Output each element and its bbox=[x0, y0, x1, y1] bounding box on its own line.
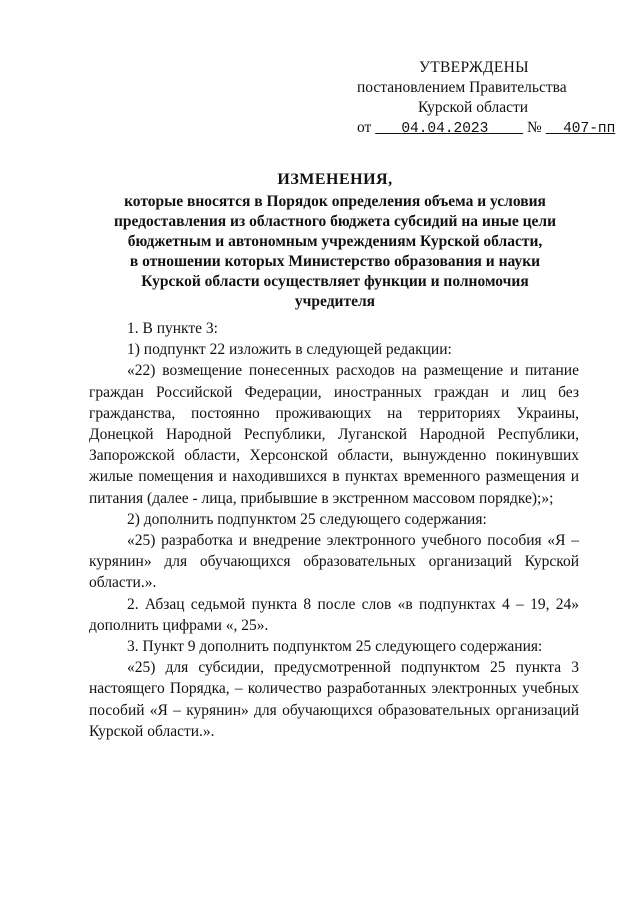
paragraph: 3. Пункт 9 дополнить подпунктом 25 следующего содержания: bbox=[127, 638, 543, 656]
approval-block bbox=[355, 58, 616, 139]
approval-region-line: Курской области bbox=[418, 99, 529, 116]
approval-decree-line: постановлением Правительства bbox=[357, 79, 567, 96]
paragraph: «25) для субсидии, предусмотренной подпунктом 25 пункта 3 настоящего Порядка, – количество разработанных электронных учебных пособий «Я – курянин» для обучающихся образовательных организаций Курской области.». bbox=[89, 659, 579, 740]
heading-line: которые вносятся в Порядок определения объема и условия bbox=[124, 193, 546, 210]
heading-line: учредителя bbox=[294, 293, 376, 310]
paragraph: «22) возмещение понесенных расходов на размещение и питание граждан Российской Федерации, иностранных граждан и лиц без гражданства, постоянно проживающих на территориях Украины, Донецкой Народной Республики, Луганской Народной Республики, Запорожской области, Херсонской области, вынужденно покинувших жилые помещения и находившихся в пунктах временного размещения и питания (далее - лица, прибывшие в экстренном массовом порядке);»; bbox=[89, 362, 579, 507]
number-label: № bbox=[527, 119, 542, 136]
paragraph: 2. Абзац седьмой пункта 8 после слов «в подпунктах 4 – 19, 24» дополнить цифрами «, 25». bbox=[89, 595, 579, 634]
heading-line: в отношении которых Министерство образования и науки bbox=[129, 253, 541, 270]
paragraph: 2) дополнить подпунктом 25 следующего содержания: bbox=[127, 510, 487, 528]
paragraph: 1) подпункт 22 изложить в следующей редакции: bbox=[127, 341, 452, 359]
approval-title: УТВЕРЖДЕНЫ bbox=[419, 59, 529, 76]
heading-line: предоставления из областного бюджета субсидий на иные цели bbox=[113, 213, 557, 230]
paragraph: «25) разработка и внедрение электронного учебного пособия «Я – курянин» для обучающихся образовательных организаций Курской области.». bbox=[89, 532, 579, 592]
paragraph: 1. В пункте 3: bbox=[127, 320, 218, 337]
heading-line: бюджетным и автономным учреждениям Курской области, bbox=[127, 233, 543, 250]
from-label: от bbox=[357, 119, 372, 136]
document-heading bbox=[90, 170, 580, 312]
heading-title: ИЗМЕНЕНИЯ, bbox=[277, 171, 393, 188]
heading-line: Курской области осуществляет функции и полномочия bbox=[141, 273, 529, 290]
decree-number: 407-пп bbox=[563, 121, 616, 137]
document-body bbox=[89, 318, 579, 742]
approval-date-number-line bbox=[355, 118, 616, 139]
decree-date: 04.04.2023 bbox=[401, 121, 489, 137]
